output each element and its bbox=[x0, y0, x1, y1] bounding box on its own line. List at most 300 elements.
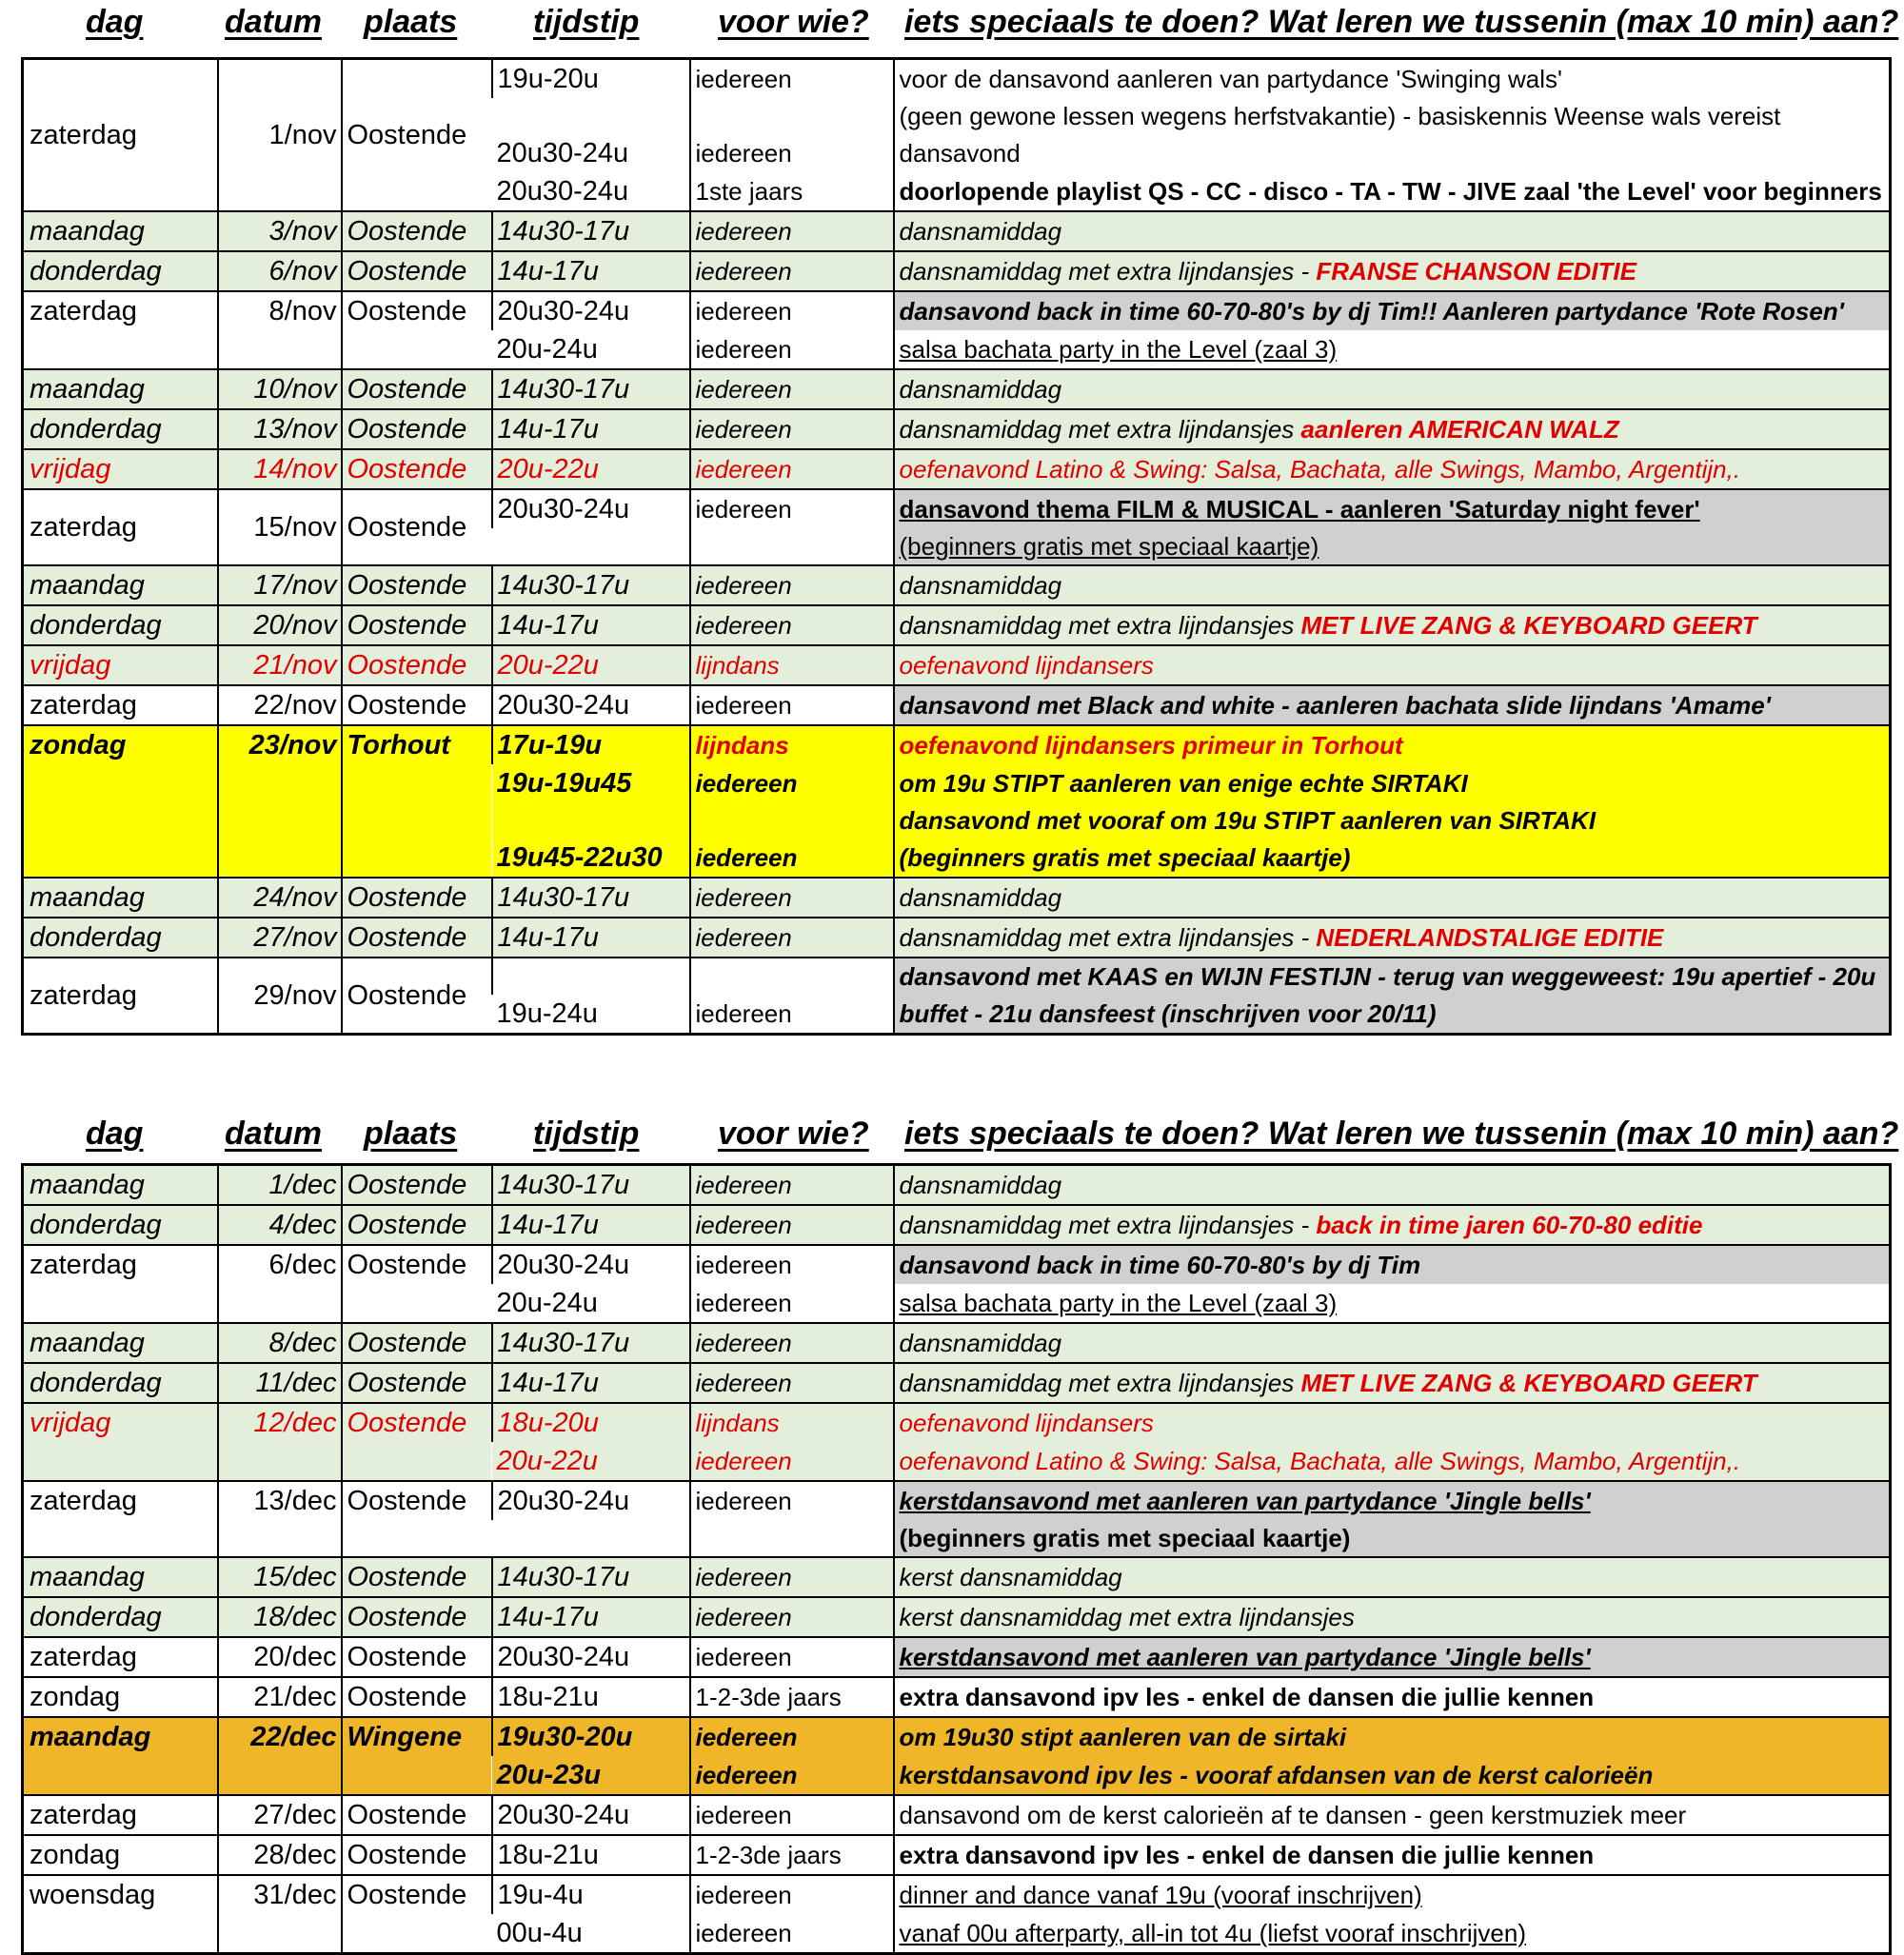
activity-text: dansnamiddag met extra lijndansjes bbox=[899, 611, 1301, 640]
audience-cell: iedereen bbox=[690, 1284, 894, 1323]
place-cell: Oostende bbox=[342, 1323, 492, 1363]
table-row bbox=[23, 59, 1891, 99]
day-cell: zaterdag bbox=[23, 958, 218, 1035]
header-activiteit: iets speciaals te doen? Wat leren we tussenin (max 10 min) aan? bbox=[904, 1116, 1899, 1152]
november-header bbox=[19, 4, 1899, 48]
time-cell: 20u-22u bbox=[492, 645, 690, 685]
place-cell: Oostende bbox=[342, 409, 492, 449]
day-cell: zaterdag bbox=[23, 59, 218, 212]
time-cell: 19u-4u bbox=[492, 1875, 690, 1914]
time-cell: 19u-20u bbox=[492, 59, 690, 99]
activity-cell bbox=[894, 291, 1891, 330]
place-cell: Oostende bbox=[342, 59, 492, 212]
activity-text: dansnamiddag bbox=[899, 1329, 1062, 1357]
audience-cell: lijndans bbox=[690, 1403, 894, 1442]
time-cell: 20u30-24u bbox=[492, 1795, 690, 1835]
activity-text: kerstdansavond ipv les - vooraf afdansen van de kerst calorieën bbox=[899, 1761, 1654, 1789]
activity-text: dansnamiddag met extra lijndansjes bbox=[899, 415, 1301, 444]
activity-cell bbox=[894, 839, 1891, 878]
activity-cell bbox=[894, 685, 1891, 725]
audience-cell: iedereen bbox=[690, 1717, 894, 1756]
place-cell: Oostende bbox=[342, 369, 492, 409]
time-cell: 20u-22u bbox=[496, 1446, 598, 1476]
activity-text: NEDERLANDSTALIGE EDITIE bbox=[1316, 923, 1664, 952]
audience-cell: iedereen bbox=[690, 1442, 894, 1481]
table-row bbox=[23, 1363, 1891, 1403]
header-datum: datum bbox=[225, 4, 322, 40]
activity-cell bbox=[894, 1205, 1891, 1245]
place-cell: Oostende bbox=[342, 251, 492, 291]
place-cell: Oostende bbox=[342, 1205, 492, 1245]
activity-text: extra dansavond ipv les - enkel de dansen die jullie kennen bbox=[899, 1841, 1595, 1869]
time-cell bbox=[492, 802, 690, 839]
audience-cell: iedereen bbox=[690, 134, 894, 172]
day-cell: maandag bbox=[23, 565, 218, 605]
date-cell: 20/nov bbox=[218, 605, 342, 645]
time-cell: 18u-21u bbox=[492, 1835, 690, 1875]
table-row bbox=[23, 918, 1891, 958]
day-cell: zondag bbox=[23, 1677, 218, 1717]
time-cell: 17u-19u bbox=[492, 725, 690, 764]
table-row bbox=[23, 251, 1891, 291]
place-cell: Oostende bbox=[342, 878, 492, 918]
audience-cell: iedereen bbox=[690, 1323, 894, 1363]
time-cell: 20u30-24u bbox=[492, 1481, 690, 1520]
audience-cell: iedereen bbox=[690, 1245, 894, 1284]
time-cell: 14u-17u bbox=[492, 251, 690, 291]
audience-cell: iedereen bbox=[690, 449, 894, 489]
day-cell: zaterdag bbox=[23, 1795, 218, 1835]
place-cell: Oostende bbox=[342, 449, 492, 489]
day-cell: vrijdag bbox=[23, 1403, 218, 1481]
activity-text: oefenavond lijndansers bbox=[899, 651, 1154, 680]
audience-cell: iedereen bbox=[690, 1875, 894, 1914]
day-cell: vrijdag bbox=[23, 449, 218, 489]
date-cell: 20/dec bbox=[218, 1637, 342, 1677]
date-cell: 11/dec bbox=[218, 1363, 342, 1403]
audience-cell: iedereen bbox=[690, 369, 894, 409]
activity-cell bbox=[894, 1557, 1891, 1597]
activity-cell bbox=[894, 211, 1891, 251]
audience-cell: iedereen bbox=[690, 918, 894, 958]
activity-cell bbox=[894, 1795, 1891, 1835]
date-cell: 29/nov bbox=[218, 958, 342, 1035]
date-cell: 1/dec bbox=[218, 1165, 342, 1206]
place-cell: Oostende bbox=[342, 605, 492, 645]
table-row bbox=[23, 1677, 1891, 1717]
audience-cell: iedereen bbox=[690, 1914, 894, 1954]
day-cell: zaterdag bbox=[23, 1637, 218, 1677]
audience-cell: iedereen bbox=[690, 489, 894, 528]
date-cell: 22/nov bbox=[218, 685, 342, 725]
activity-text: doorlopende playlist QS - CC - disco - TA - TW - JIVE zaal 'the Level' voor beginners bbox=[899, 177, 1882, 206]
table-row bbox=[23, 1597, 1891, 1637]
table-row bbox=[23, 1323, 1891, 1363]
audience-cell: 1-2-3de jaars bbox=[690, 1677, 894, 1717]
day-cell: zaterdag bbox=[23, 489, 218, 565]
audience-cell: iedereen bbox=[690, 1756, 894, 1795]
audience-cell: iedereen bbox=[690, 1795, 894, 1835]
activity-cell bbox=[894, 172, 1891, 211]
audience-cell: iedereen bbox=[690, 878, 894, 918]
place-cell: Oostende bbox=[342, 1875, 492, 1954]
place-cell: Oostende bbox=[342, 645, 492, 685]
time-cell: 19u-24u bbox=[496, 998, 598, 1029]
activity-text: dansavond met Black and white - aanleren bachata slide lijndans 'Amame' bbox=[899, 691, 1771, 720]
activity-cell bbox=[894, 918, 1891, 958]
day-cell: zaterdag bbox=[23, 1245, 218, 1323]
activity-text: dansnamiddag met extra lijndansjes - bbox=[899, 1211, 1317, 1239]
activity-text: dansavond back in time 60-70-80's by dj Tim bbox=[899, 1251, 1421, 1279]
date-cell: 8/nov bbox=[218, 291, 342, 369]
time-cell: 19u-19u45 bbox=[496, 768, 632, 799]
date-cell: 12/dec bbox=[218, 1403, 342, 1481]
activity-text: FRANSE CHANSON EDITIE bbox=[1316, 257, 1636, 286]
activity-cell bbox=[894, 1914, 1891, 1954]
activity-text: om 19u30 stipt aanleren van de sirtaki bbox=[899, 1723, 1347, 1751]
day-cell: donderdag bbox=[23, 251, 218, 291]
activity-cell bbox=[894, 1875, 1891, 1914]
time-cell: 20u30-24u bbox=[492, 685, 690, 725]
activity-text: dansnamiddag bbox=[899, 375, 1062, 404]
day-cell: donderdag bbox=[23, 409, 218, 449]
place-cell: Oostende bbox=[342, 489, 492, 565]
audience-cell: iedereen bbox=[690, 605, 894, 645]
activity-text: dansnamiddag bbox=[899, 883, 1062, 912]
table-row bbox=[23, 291, 1891, 330]
time-cell bbox=[492, 528, 690, 565]
activity-text: dansavond met KAAS en WIJN FESTIJN - terug van weggeweest: 19u apertief - 20u bbox=[899, 962, 1876, 991]
activity-cell bbox=[894, 1520, 1891, 1557]
day-cell: zondag bbox=[23, 725, 218, 878]
date-cell: 21/dec bbox=[218, 1677, 342, 1717]
audience-cell: iedereen bbox=[690, 409, 894, 449]
time-cell: 19u45-22u30 bbox=[496, 842, 663, 873]
time-cell: 14u30-17u bbox=[492, 369, 690, 409]
place-cell: Oostende bbox=[342, 1481, 492, 1557]
activity-cell bbox=[894, 1756, 1891, 1795]
activity-text: vanaf 00u afterparty, all-in tot 4u (liefst vooraf inschrijven) bbox=[899, 1919, 1526, 1947]
table-row bbox=[23, 1875, 1891, 1914]
day-cell: maandag bbox=[23, 878, 218, 918]
activity-text: dansavond om de kerst calorieën af te dansen - geen kerstmuziek meer bbox=[899, 1801, 1687, 1829]
header-activiteit: iets speciaals te doen? Wat leren we tussenin (max 10 min) aan? bbox=[904, 4, 1899, 40]
audience-cell: iedereen bbox=[690, 251, 894, 291]
day-cell: donderdag bbox=[23, 1363, 218, 1403]
day-cell: vrijdag bbox=[23, 645, 218, 685]
activity-cell bbox=[894, 1403, 1891, 1442]
table-row bbox=[23, 1481, 1891, 1520]
table-row bbox=[23, 958, 1891, 995]
table-row bbox=[23, 1403, 1891, 1442]
activity-cell bbox=[894, 528, 1891, 565]
place-cell: Oostende bbox=[342, 1363, 492, 1403]
activity-text: oefenavond Latino & Swing: Salsa, Bachata, alle Swings, Mambo, Argentijn,. bbox=[899, 1447, 1741, 1475]
activity-cell bbox=[894, 802, 1891, 839]
audience-cell: iedereen bbox=[690, 1481, 894, 1520]
date-cell: 10/nov bbox=[218, 369, 342, 409]
activity-text: kerstdansavond met aanleren van partydance 'Jingle bells' bbox=[899, 1643, 1591, 1671]
table-row bbox=[23, 1245, 1891, 1284]
audience-cell: iedereen bbox=[690, 1637, 894, 1677]
audience-cell bbox=[690, 1520, 894, 1557]
day-cell: donderdag bbox=[23, 1205, 218, 1245]
time-cell: 20u30-24u bbox=[492, 489, 690, 528]
activity-text: dansavond thema FILM & MUSICAL - aanleren 'Saturday night fever' bbox=[899, 495, 1700, 523]
activity-text: dansnamiddag met extra lijndansjes - bbox=[899, 257, 1317, 286]
activity-text: kerst dansnamiddag bbox=[899, 1563, 1122, 1591]
day-cell: maandag bbox=[23, 211, 218, 251]
activity-text: oefenavond lijndansers bbox=[899, 1409, 1154, 1437]
place-cell: Oostende bbox=[342, 1597, 492, 1637]
activity-text: (beginners gratis met speciaal kaartje) bbox=[899, 532, 1319, 561]
place-cell: Oostende bbox=[342, 291, 492, 369]
header-datum: datum bbox=[225, 1116, 322, 1152]
activity-text: om 19u STIPT aanleren van enige echte SIRTAKI bbox=[899, 769, 1468, 798]
activity-text: dansnamiddag bbox=[899, 571, 1062, 600]
activity-cell bbox=[894, 1245, 1891, 1284]
activity-cell bbox=[894, 565, 1891, 605]
activity-cell bbox=[894, 958, 1891, 995]
time-cell bbox=[492, 958, 690, 995]
table-row bbox=[23, 409, 1891, 449]
place-cell: Oostende bbox=[342, 958, 492, 1035]
audience-cell: iedereen bbox=[690, 1165, 894, 1206]
activity-text: dansavond back in time 60-70-80's by dj Tim!! Aanleren partydance 'Rote Rosen' bbox=[899, 297, 1844, 326]
table-row bbox=[23, 1557, 1891, 1597]
time-cell: 14u-17u bbox=[492, 409, 690, 449]
date-cell: 27/dec bbox=[218, 1795, 342, 1835]
table-row bbox=[23, 449, 1891, 489]
table-row bbox=[23, 1717, 1891, 1756]
time-cell: 20u30-24u bbox=[492, 1637, 690, 1677]
audience-cell: iedereen bbox=[690, 211, 894, 251]
activity-text: dansnamiddag bbox=[899, 217, 1062, 246]
place-cell: Oostende bbox=[342, 685, 492, 725]
audience-cell: lijndans bbox=[690, 725, 894, 764]
time-cell: 18u-20u bbox=[492, 1403, 690, 1442]
activity-text: back in time jaren 60-70-80 editie bbox=[1316, 1211, 1703, 1239]
time-cell bbox=[492, 98, 690, 134]
date-cell: 18/dec bbox=[218, 1597, 342, 1637]
audience-cell bbox=[690, 98, 894, 134]
table-row bbox=[23, 489, 1891, 528]
activity-text: (geen gewone lessen wegens herfstvakantie) - basiskennis Weense wals vereist bbox=[899, 102, 1781, 130]
table-row bbox=[23, 1205, 1891, 1245]
day-cell: donderdag bbox=[23, 605, 218, 645]
activity-text: MET LIVE ZANG & KEYBOARD GEERT bbox=[1300, 1369, 1757, 1397]
time-cell bbox=[492, 1520, 690, 1557]
time-cell: 00u-4u bbox=[496, 1918, 583, 1948]
date-cell: 14/nov bbox=[218, 449, 342, 489]
header-tijdstip: tijdstip bbox=[533, 4, 640, 40]
place-cell: Oostende bbox=[342, 565, 492, 605]
activity-text: kerstdansavond met aanleren van partydance 'Jingle bells' bbox=[899, 1487, 1591, 1515]
audience-cell: iedereen bbox=[690, 839, 894, 878]
audience-cell: iedereen bbox=[690, 59, 894, 99]
day-cell: donderdag bbox=[23, 1597, 218, 1637]
date-cell: 23/nov bbox=[218, 725, 342, 878]
audience-cell: iedereen bbox=[690, 1205, 894, 1245]
header-dag: dag bbox=[86, 1116, 144, 1152]
table-row bbox=[23, 1795, 1891, 1835]
activity-text: oefenavond Latino & Swing: Salsa, Bachata, alle Swings, Mambo, Argentijn,. bbox=[899, 455, 1741, 484]
activity-cell bbox=[894, 489, 1891, 528]
activity-text: (beginners gratis met speciaal kaartje) bbox=[899, 1524, 1351, 1552]
date-cell: 27/nov bbox=[218, 918, 342, 958]
time-cell: 14u-17u bbox=[492, 1205, 690, 1245]
date-cell: 8/dec bbox=[218, 1323, 342, 1363]
activity-cell bbox=[894, 1323, 1891, 1363]
activity-text: voor de dansavond aanleren van partydance 'Swinging wals' bbox=[899, 65, 1562, 93]
time-cell: 20u-24u bbox=[496, 1288, 598, 1318]
table-row bbox=[23, 725, 1891, 764]
time-cell: 14u-17u bbox=[492, 605, 690, 645]
activity-text: dansnamiddag met extra lijndansjes - bbox=[899, 923, 1317, 952]
audience-cell: iedereen bbox=[690, 291, 894, 330]
activity-cell bbox=[894, 1442, 1891, 1481]
table-row bbox=[23, 685, 1891, 725]
header-voor-wie: voor wie? bbox=[718, 1116, 869, 1152]
activity-text: dansnamiddag bbox=[899, 1171, 1062, 1199]
table-row bbox=[23, 878, 1891, 918]
table-row bbox=[23, 211, 1891, 251]
audience-cell: 1ste jaars bbox=[690, 172, 894, 211]
activity-cell bbox=[894, 449, 1891, 489]
header-plaats: plaats bbox=[364, 4, 458, 40]
time-cell: 20u30-24u bbox=[496, 138, 629, 168]
time-cell: 19u30-20u bbox=[492, 1717, 690, 1756]
activity-cell bbox=[894, 995, 1891, 1035]
time-cell: 14u30-17u bbox=[492, 565, 690, 605]
day-cell: zondag bbox=[23, 1835, 218, 1875]
activity-cell bbox=[894, 1165, 1891, 1206]
activity-cell bbox=[894, 59, 1891, 99]
activity-cell bbox=[894, 1677, 1891, 1717]
date-cell: 4/dec bbox=[218, 1205, 342, 1245]
date-cell: 21/nov bbox=[218, 645, 342, 685]
time-cell: 14u30-17u bbox=[492, 211, 690, 251]
header-tijdstip: tijdstip bbox=[533, 1116, 640, 1152]
time-cell: 20u-24u bbox=[496, 334, 598, 365]
day-cell: maandag bbox=[23, 1717, 218, 1795]
place-cell: Wingene bbox=[342, 1717, 492, 1795]
activity-text: dansavond met vooraf om 19u STIPT aanleren van SIRTAKI bbox=[899, 806, 1597, 835]
place-cell: Oostende bbox=[342, 918, 492, 958]
activity-cell bbox=[894, 1717, 1891, 1756]
audience-cell: iedereen bbox=[690, 1597, 894, 1637]
day-cell: donderdag bbox=[23, 918, 218, 958]
activity-cell bbox=[894, 1637, 1891, 1677]
table-row bbox=[23, 369, 1891, 409]
place-cell: Oostende bbox=[342, 1403, 492, 1481]
time-cell: 14u-17u bbox=[492, 1363, 690, 1403]
audience-cell: lijndans bbox=[690, 645, 894, 685]
date-cell: 3/nov bbox=[218, 211, 342, 251]
place-cell: Oostende bbox=[342, 1245, 492, 1323]
activity-text: MET LIVE ZANG & KEYBOARD GEERT bbox=[1300, 611, 1757, 640]
audience-cell bbox=[690, 528, 894, 565]
time-cell: 14u30-17u bbox=[492, 878, 690, 918]
place-cell: Oostende bbox=[342, 1795, 492, 1835]
date-cell: 13/nov bbox=[218, 409, 342, 449]
place-cell: Oostende bbox=[342, 211, 492, 251]
time-cell: 14u30-17u bbox=[492, 1165, 690, 1206]
activity-cell bbox=[894, 409, 1891, 449]
audience-cell bbox=[690, 958, 894, 995]
date-cell: 31/dec bbox=[218, 1875, 342, 1954]
place-cell: Oostende bbox=[342, 1637, 492, 1677]
time-cell: 20u-22u bbox=[492, 449, 690, 489]
time-cell: 14u-17u bbox=[492, 1597, 690, 1637]
date-cell: 17/nov bbox=[218, 565, 342, 605]
activity-text: kerst dansnamiddag met extra lijndansjes bbox=[899, 1603, 1355, 1631]
activity-cell bbox=[894, 645, 1891, 685]
date-cell: 13/dec bbox=[218, 1481, 342, 1557]
audience-cell: iedereen bbox=[690, 330, 894, 369]
time-cell: 14u30-17u bbox=[492, 1323, 690, 1363]
november-schedule-table bbox=[21, 57, 1892, 1036]
table-row bbox=[23, 605, 1891, 645]
activity-cell bbox=[894, 251, 1891, 291]
day-cell: maandag bbox=[23, 1323, 218, 1363]
activity-text: aanleren AMERICAN WALZ bbox=[1300, 415, 1619, 444]
time-cell: 18u-21u bbox=[492, 1677, 690, 1717]
table-row bbox=[23, 1637, 1891, 1677]
audience-cell: 1-2-3de jaars bbox=[690, 1835, 894, 1875]
place-cell: Torhout bbox=[342, 725, 492, 878]
date-cell: 15/nov bbox=[218, 489, 342, 565]
time-cell: 20u30-24u bbox=[496, 176, 629, 207]
activity-cell bbox=[894, 1363, 1891, 1403]
audience-cell: iedereen bbox=[690, 764, 894, 802]
audience-cell: iedereen bbox=[690, 1363, 894, 1403]
table-row bbox=[23, 1165, 1891, 1206]
audience-cell: iedereen bbox=[690, 685, 894, 725]
activity-cell bbox=[894, 1481, 1891, 1520]
activity-text: dinner and dance vanaf 19u (vooraf inschrijven) bbox=[899, 1881, 1422, 1909]
time-cell: 14u30-17u bbox=[492, 1557, 690, 1597]
place-cell: Oostende bbox=[342, 1557, 492, 1597]
activity-text: salsa bachata party in the Level (zaal 3) bbox=[899, 1289, 1338, 1317]
activity-cell bbox=[894, 330, 1891, 369]
activity-cell bbox=[894, 1835, 1891, 1875]
header-voor-wie: voor wie? bbox=[718, 4, 869, 40]
activity-cell bbox=[894, 764, 1891, 802]
day-cell: maandag bbox=[23, 1557, 218, 1597]
header-plaats: plaats bbox=[364, 1116, 458, 1152]
header-dag: dag bbox=[86, 4, 144, 40]
activity-cell bbox=[894, 98, 1891, 134]
december-header bbox=[19, 1116, 1899, 1159]
place-cell: Oostende bbox=[342, 1165, 492, 1206]
date-cell: 22/dec bbox=[218, 1717, 342, 1795]
activity-text: salsa bachata party in the Level (zaal 3) bbox=[899, 335, 1338, 364]
activity-cell bbox=[894, 878, 1891, 918]
date-cell: 24/nov bbox=[218, 878, 342, 918]
activity-cell bbox=[894, 605, 1891, 645]
time-cell: 20u30-24u bbox=[492, 291, 690, 330]
date-cell: 6/dec bbox=[218, 1245, 342, 1323]
december-schedule-table bbox=[21, 1163, 1892, 1955]
date-cell: 15/dec bbox=[218, 1557, 342, 1597]
table-row bbox=[23, 1835, 1891, 1875]
table-row bbox=[23, 645, 1891, 685]
activity-cell bbox=[894, 1284, 1891, 1323]
activity-text: dansavond bbox=[899, 139, 1021, 168]
audience-cell: iedereen bbox=[690, 995, 894, 1035]
date-cell: 28/dec bbox=[218, 1835, 342, 1875]
